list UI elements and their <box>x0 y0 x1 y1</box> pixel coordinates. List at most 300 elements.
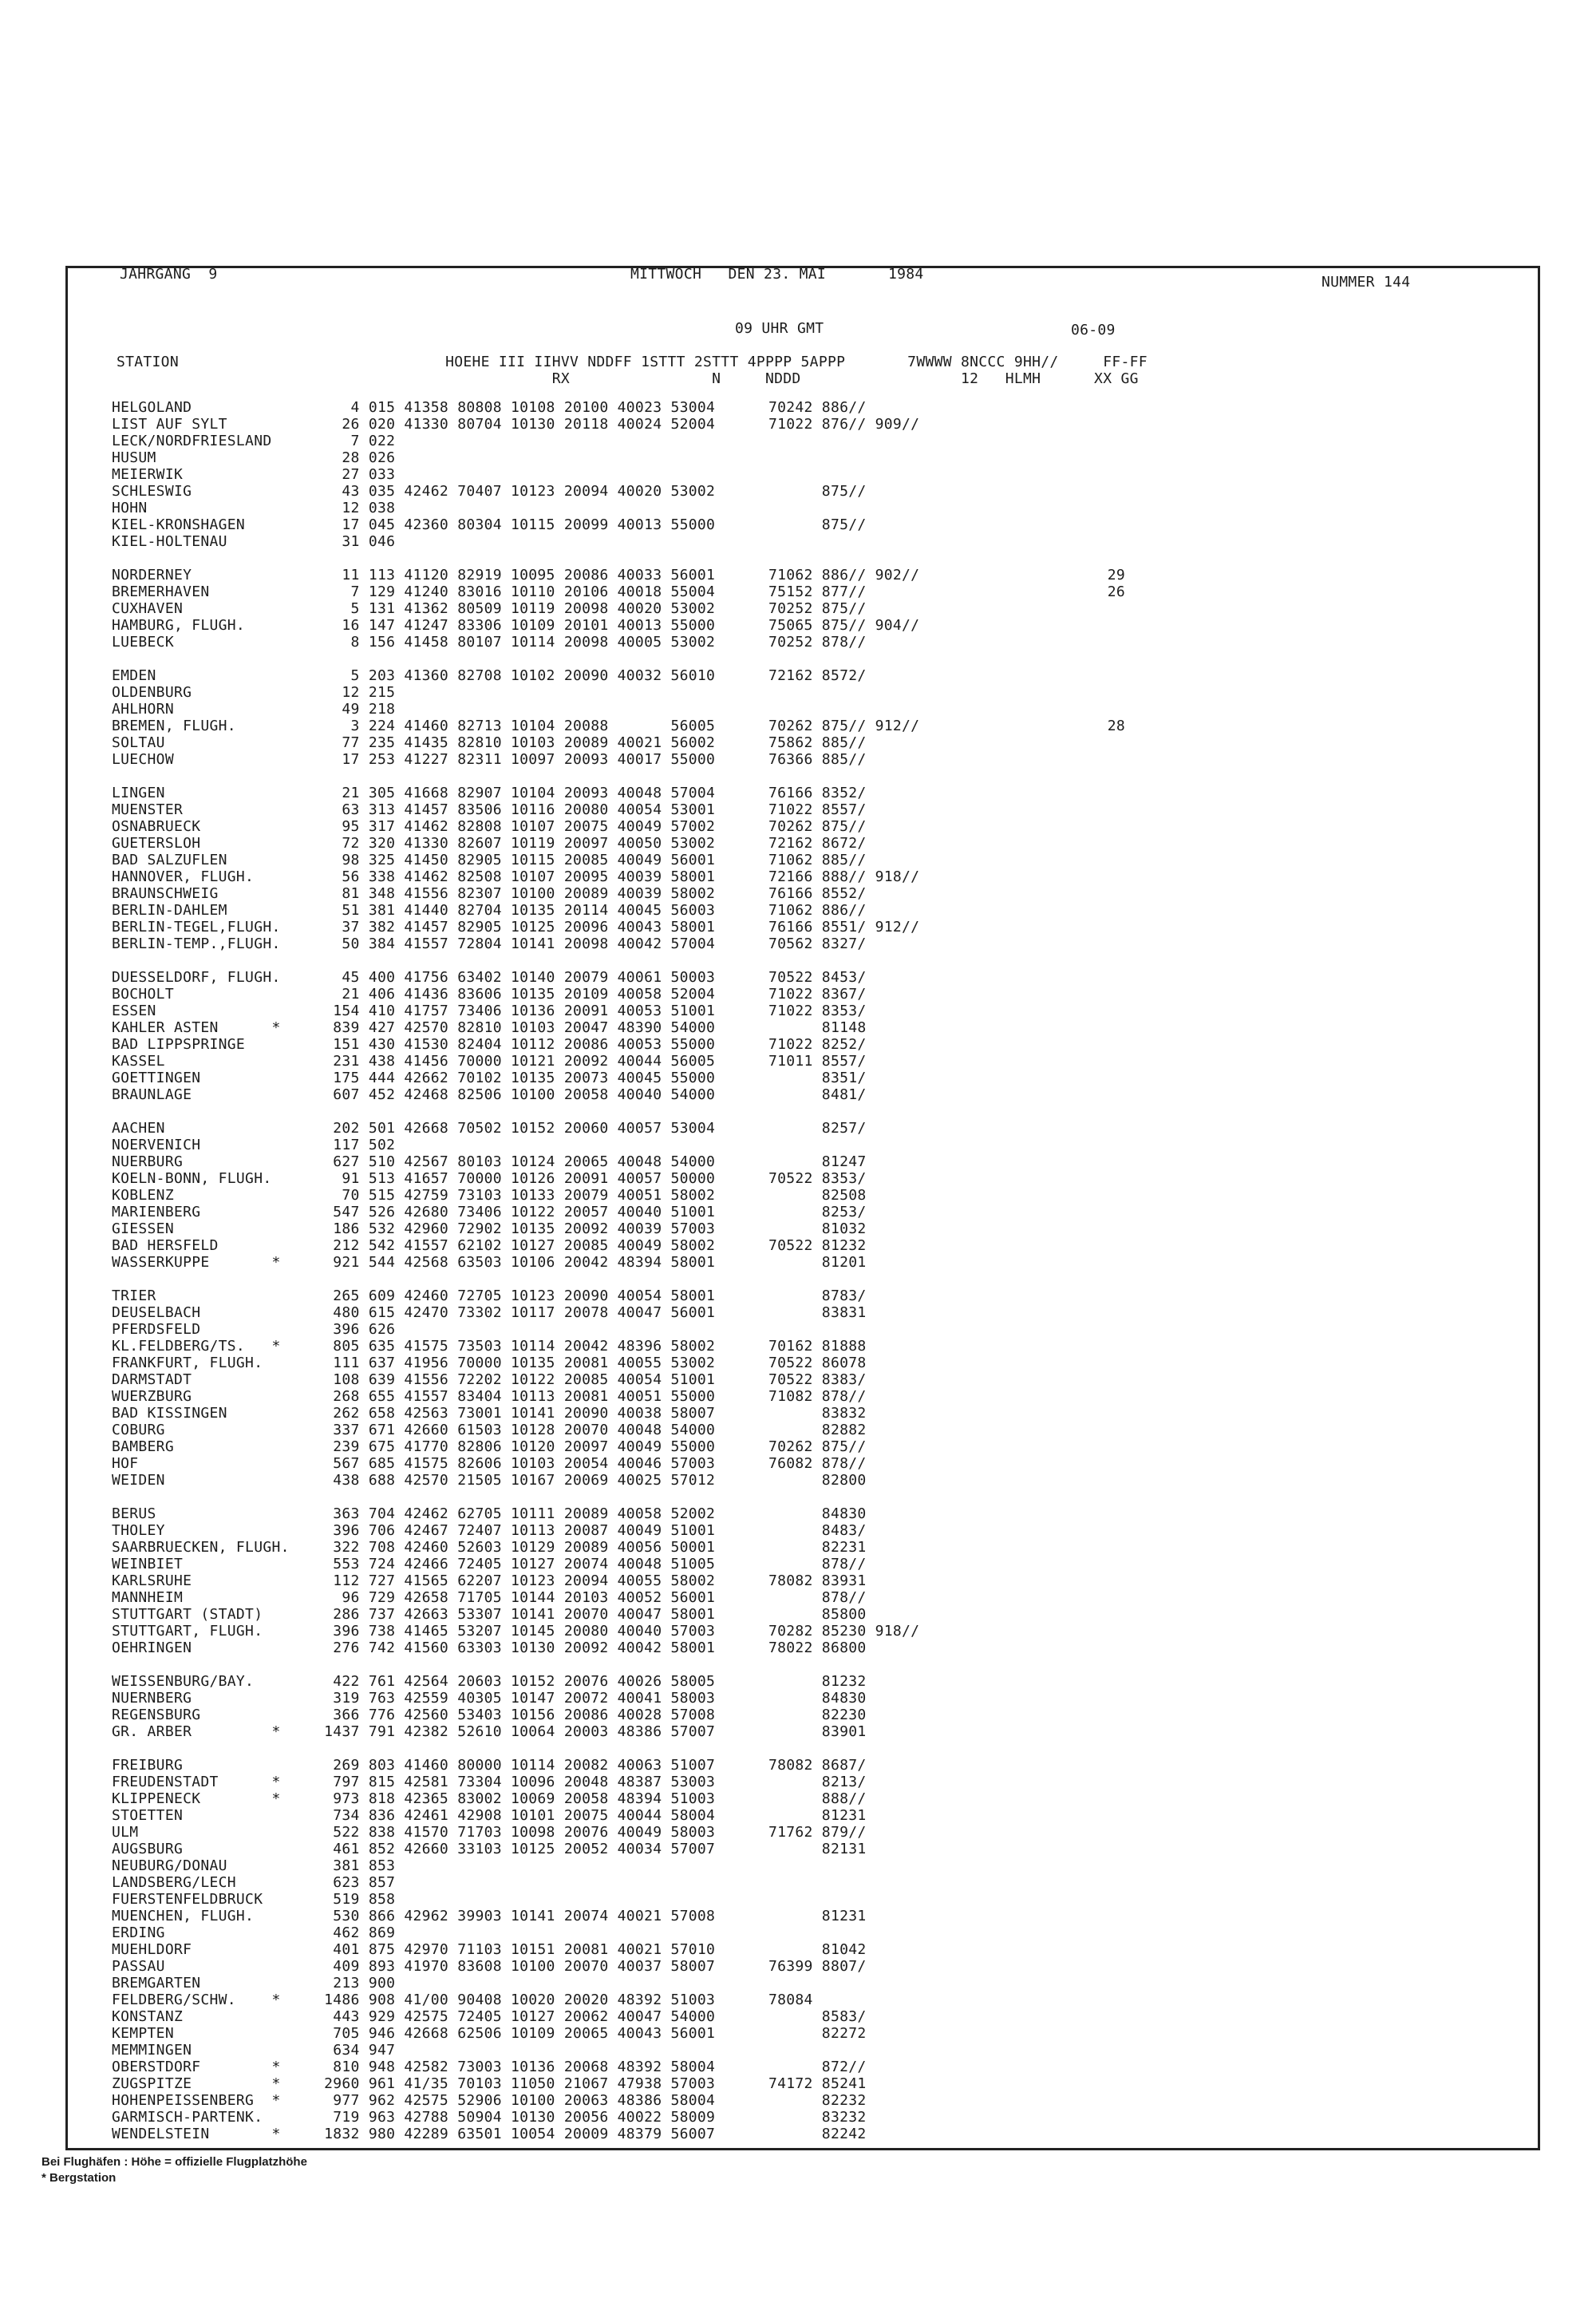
station-observation: 8 156 41458 80107 10114 20098 40005 53002 70252 878// <box>315 634 867 651</box>
station-name: KARLSRUHE <box>112 1572 192 1589</box>
station-name: MUENCHEN, FLUGH. <box>112 1908 255 1924</box>
station-observation: 49 218 <box>315 701 396 718</box>
station-observation: 26 020 41330 80704 10130 20118 40024 52004 71022 876// 909// <box>315 416 920 433</box>
station-observation: 363 704 42462 62705 10111 20089 40058 52002 84830 <box>315 1505 867 1522</box>
station-name: BRAUNSCHWEIG <box>112 885 219 902</box>
footnote-airports: Bei Flughäfen : Höhe = offizielle Flugplatzhöhe <box>41 2155 307 2169</box>
station-observation: 21 305 41668 82907 10104 20093 40048 57004 76166 8352/ <box>315 785 867 801</box>
station-observation: 11 113 41120 82919 10095 20086 40033 56001 71062 886// 902// <box>315 567 920 583</box>
station-name: KOBLENZ <box>112 1187 174 1204</box>
group-gap <box>0 952 1516 969</box>
station-name: DEUSELBACH <box>112 1304 201 1321</box>
table-row <box>0 1070 1516 1086</box>
table-row <box>0 533 1516 550</box>
station-observation: 213 900 <box>315 1975 396 1992</box>
station-name: HOHN <box>112 500 148 516</box>
group-gap <box>0 1656 1516 1673</box>
table-row <box>0 785 1516 801</box>
station-observation: 151 430 41530 82404 10112 20086 40053 55000 71022 8252/ <box>315 1036 867 1053</box>
station-name: BERLIN-TEGEL,FLUGH. <box>112 919 281 935</box>
station-observation: 51 381 41440 82704 10135 20114 40045 56003 71062 886// <box>315 902 867 919</box>
station-observation: 7 129 41240 83016 10110 20106 40018 55004 75152 877// <box>315 583 867 600</box>
table-row <box>0 1774 1516 1790</box>
station-observation: 1486 908 41/00 90408 10020 20020 48392 51003 78084 <box>315 1992 813 2008</box>
table-row <box>0 1472 1516 1489</box>
station-name: BAMBERG <box>112 1438 174 1455</box>
table-row <box>0 1606 1516 1623</box>
station-observation: 91 513 41657 70000 10126 20091 40057 50000 70522 8353/ <box>315 1170 867 1187</box>
wind-gust-value: 29 <box>1107 567 1125 583</box>
table-row <box>0 852 1516 868</box>
table-row <box>0 1572 1516 1589</box>
station-name: WEISSENBURG/BAY. <box>112 1673 255 1690</box>
table-row <box>0 1187 1516 1204</box>
station-observation: 262 658 42563 73001 10141 20090 40038 58007 83832 <box>315 1405 867 1422</box>
station-observation: 63 313 41457 83506 10116 20080 40054 53001 71022 8557/ <box>315 801 867 818</box>
station-name: FRANKFURT, FLUGH. <box>112 1355 263 1371</box>
table-row <box>0 1539 1516 1556</box>
station-name: BRAUNLAGE <box>112 1086 192 1103</box>
table-row <box>0 1036 1516 1053</box>
station-name: GOETTINGEN <box>112 1070 201 1086</box>
table-row <box>0 1757 1516 1774</box>
station-observation: 480 615 42470 73302 10117 20078 40047 56001 83831 <box>315 1304 867 1321</box>
station-observation: 286 737 42663 53307 10141 20070 40047 58001 85800 <box>315 1606 867 1623</box>
station-observation: 396 626 <box>315 1321 396 1338</box>
station-observation: 977 962 42575 52906 10100 20063 48386 58004 82232 <box>315 2092 867 2109</box>
jahrgang-label: JAHRGANG 9 <box>120 266 218 283</box>
wind-gust-value: 26 <box>1107 583 1125 600</box>
table-row <box>0 1254 1516 1271</box>
station-observation: 77 235 41435 82810 10103 20089 40021 56002 75862 885// <box>315 734 867 751</box>
table-row <box>0 567 1516 583</box>
table-row <box>0 1003 1516 1019</box>
station-name: BAD HERSFELD <box>112 1237 219 1254</box>
station-observation: 607 452 42468 82506 10100 20058 40040 54000 8481/ <box>315 1086 867 1103</box>
station-name: BAD KISSINGEN <box>112 1405 227 1422</box>
station-name: NUERNBERG <box>112 1690 192 1707</box>
table-row <box>0 1388 1516 1405</box>
table-row <box>0 583 1516 600</box>
table-row <box>0 885 1516 902</box>
station-observation: 839 427 42570 82810 10103 20047 48390 54000 81148 <box>315 1019 867 1036</box>
station-name: LIST AUF SYLT <box>112 416 227 433</box>
date-label: MITTWOCH DEN 23. MAI 1984 <box>630 266 924 283</box>
station-observation: 265 609 42460 72705 10123 20090 40054 58001 8783/ <box>315 1287 867 1304</box>
station-name: OBERSTDORF * <box>112 2059 281 2075</box>
station-observation: 530 866 42962 39903 10141 20074 40021 57008 81231 <box>315 1908 867 1924</box>
footnote-mountain-station: * Bergstation <box>41 2171 117 2185</box>
table-row <box>0 701 1516 718</box>
station-name: HOHENPEISSENBERG * <box>112 2092 281 2109</box>
station-name: BAD SALZUFLEN <box>112 852 227 868</box>
station-name: WASSERKUPPE * <box>112 1254 281 1271</box>
station-observation: 634 947 <box>315 2042 396 2059</box>
station-name: HELGOLAND <box>112 399 192 416</box>
station-name: NOERVENICH <box>112 1137 201 1153</box>
station-observation: 396 706 42467 72407 10113 20087 40049 51001 8483/ <box>315 1522 867 1539</box>
table-row <box>0 1941 1516 1958</box>
station-observation: 95 317 41462 82808 10107 20075 40049 57002 70262 875// <box>315 818 867 835</box>
station-name: PASSAU <box>112 1958 165 1975</box>
table-row <box>0 1321 1516 1338</box>
table-row <box>0 617 1516 634</box>
station-name: BERUS <box>112 1505 156 1522</box>
station-observation: 973 818 42365 83002 10069 20058 48394 51003 888// <box>315 1790 867 1807</box>
table-row <box>0 1438 1516 1455</box>
table-row <box>0 1019 1516 1036</box>
station-name: FUERSTENFELDBRUCK <box>112 1891 263 1908</box>
station-name: GARMISCH-PARTENK. <box>112 2109 263 2126</box>
station-name: KL.FELDBERG/TS. * <box>112 1338 281 1355</box>
station-observation: 921 544 42568 63503 10106 20042 48394 58001 81201 <box>315 1254 867 1271</box>
station-name: NEUBURG/DONAU <box>112 1857 227 1874</box>
table-row <box>0 818 1516 835</box>
table-row <box>0 1790 1516 1807</box>
station-name: HANNOVER, FLUGH. <box>112 868 255 885</box>
group-gap <box>0 1740 1516 1757</box>
table-row <box>0 1455 1516 1472</box>
station-observation: 438 688 42570 21505 10167 20069 40025 57012 82800 <box>315 1472 867 1489</box>
station-name: NUERBURG <box>112 1153 184 1170</box>
table-row <box>0 1908 1516 1924</box>
table-row <box>0 1857 1516 1874</box>
station-observation: 7 022 <box>315 433 396 449</box>
station-observation: 810 948 42582 73003 10136 20068 48392 58004 872// <box>315 2059 867 2075</box>
table-row <box>0 2042 1516 2059</box>
wind-gust-value: 28 <box>1107 718 1125 734</box>
station-name: ULM <box>112 1824 139 1841</box>
station-observation: 28 026 <box>315 449 396 466</box>
station-name: LANDSBERG/LECH <box>112 1874 236 1891</box>
table-row <box>0 667 1516 684</box>
station-name: MUENSTER <box>112 801 184 818</box>
station-name: DARMSTADT <box>112 1371 192 1388</box>
table-row <box>0 2025 1516 2042</box>
station-name: KOELN-BONN, FLUGH. <box>112 1170 272 1187</box>
table-row <box>0 1338 1516 1355</box>
station-observation: 72 320 41330 82607 10119 20097 40050 53002 72162 8672/ <box>315 835 867 852</box>
table-row <box>0 1924 1516 1941</box>
station-observation: 50 384 41557 72804 10141 20098 40042 57004 70562 8327/ <box>315 935 867 952</box>
station-observation: 27 033 <box>315 466 396 483</box>
station-observation: 81 348 41556 82307 10100 20089 40039 58002 76166 8552/ <box>315 885 867 902</box>
station-table <box>0 399 1516 2142</box>
station-observation: 175 444 42662 70102 10135 20073 40045 55000 8351/ <box>315 1070 867 1086</box>
station-observation: 17 253 41227 82311 10097 20093 40017 55000 76366 885// <box>315 751 867 768</box>
station-name: ZUGSPITZE * <box>112 2075 281 2092</box>
station-observation: 43 035 42462 70407 10123 20094 40020 53002 875// <box>315 483 867 500</box>
station-observation: 547 526 42680 73406 10122 20057 40040 51001 8253/ <box>315 1204 867 1220</box>
table-row <box>0 1975 1516 1992</box>
table-row <box>0 1422 1516 1438</box>
station-observation: 5 131 41362 80509 10119 20098 40020 53002 70252 875// <box>315 600 867 617</box>
group-gap <box>0 1271 1516 1287</box>
table-row <box>0 868 1516 885</box>
station-name: NORDERNEY <box>112 567 192 583</box>
station-observation: 623 857 <box>315 1874 396 1891</box>
station-name: THOLEY <box>112 1522 165 1539</box>
station-observation: 45 400 41756 63402 10140 20079 40061 50003 70522 8453/ <box>315 969 867 986</box>
table-row <box>0 935 1516 952</box>
station-observation: 443 929 42575 72405 10127 20062 40047 54000 8583/ <box>315 2008 867 2025</box>
station-observation: 719 963 42788 50904 10130 20056 40022 58009 83232 <box>315 2109 867 2126</box>
station-observation: 396 738 41465 53207 10145 20080 40040 57003 70282 85230 918// <box>315 1623 920 1640</box>
group-gap <box>0 1489 1516 1505</box>
station-name: MARIENBERG <box>112 1204 201 1220</box>
station-observation: 98 325 41450 82905 10115 20085 40049 56001 71062 885// <box>315 852 867 868</box>
station-name: OSNABRUECK <box>112 818 201 835</box>
table-row <box>0 449 1516 466</box>
station-observation: 269 803 41460 80000 10114 20082 40063 51007 78082 8687/ <box>315 1757 867 1774</box>
station-observation: 21 406 41436 83606 10135 20109 40058 52004 71022 8367/ <box>315 986 867 1003</box>
station-name: CUXHAVEN <box>112 600 184 617</box>
station-observation: 111 637 41956 70000 10135 20081 40055 53002 70522 86078 <box>315 1355 867 1371</box>
table-row <box>0 1153 1516 1170</box>
table-row <box>0 634 1516 651</box>
station-name: AACHEN <box>112 1120 165 1137</box>
station-name: BREMGARTEN <box>112 1975 201 1992</box>
station-name: STUTTGART (STADT) <box>112 1606 263 1623</box>
station-name: MEMMINGEN <box>112 2042 192 2059</box>
table-row <box>0 902 1516 919</box>
station-name: KASSEL <box>112 1053 165 1070</box>
group-gap <box>0 768 1516 785</box>
table-row <box>0 734 1516 751</box>
station-name: GUETERSLOH <box>112 835 201 852</box>
table-row <box>0 1053 1516 1070</box>
station-observation: 96 729 42658 71705 10144 20103 40052 56001 878// <box>315 1589 867 1606</box>
table-row <box>0 1640 1516 1656</box>
station-name: BREMEN, FLUGH. <box>112 718 236 734</box>
station-name: HAMBURG, FLUGH. <box>112 617 246 634</box>
table-row <box>0 2109 1516 2126</box>
station-observation: 4 015 41358 80808 10108 20100 40023 53004 70242 886// <box>315 399 867 416</box>
station-observation: 186 532 42960 72902 10135 20092 40039 57003 81032 <box>315 1220 867 1237</box>
station-observation: 16 147 41247 83306 10109 20101 40013 55000 75065 875// 904// <box>315 617 920 634</box>
table-row <box>0 2008 1516 2025</box>
table-row <box>0 433 1516 449</box>
table-row <box>0 1304 1516 1321</box>
station-observation: 112 727 41565 62207 10123 20094 40055 58002 78082 83931 <box>315 1572 867 1589</box>
table-row <box>0 1405 1516 1422</box>
table-row <box>0 1824 1516 1841</box>
station-observation: 553 724 42466 72405 10127 20074 40048 51005 878// <box>315 1556 867 1572</box>
time-range: 06-09 <box>1071 322 1116 338</box>
station-observation: 17 045 42360 80304 10115 20099 40013 55000 875// <box>315 516 867 533</box>
station-name: FELDBERG/SCHW. * <box>112 1992 281 2008</box>
station-name: BREMERHAVEN <box>112 583 210 600</box>
table-row <box>0 600 1516 617</box>
table-row <box>0 1371 1516 1388</box>
station-observation: 734 836 42461 42908 10101 20075 40044 58004 81231 <box>315 1807 867 1824</box>
station-observation: 212 542 41557 62102 10127 20085 40049 58002 70522 81232 <box>315 1237 867 1254</box>
station-observation: 322 708 42460 52603 10129 20089 40056 50001 82231 <box>315 1539 867 1556</box>
station-name: STUTTGART, FLUGH. <box>112 1623 263 1640</box>
issue-number: NUMMER 144 <box>1321 274 1411 291</box>
station-name: KEMPTEN <box>112 2025 174 2042</box>
station-observation: 154 410 41757 73406 10136 20091 40053 51001 71022 8353/ <box>315 1003 867 1019</box>
station-observation: 12 038 <box>315 500 396 516</box>
table-row <box>0 1891 1516 1908</box>
station-observation: 319 763 42559 40305 10147 20072 40041 58003 84830 <box>315 1690 867 1707</box>
station-name: MANNHEIM <box>112 1589 184 1606</box>
station-observation: 705 946 42668 62506 10109 20065 40043 56001 82272 <box>315 2025 867 2042</box>
station-observation: 797 815 42581 73304 10096 20048 48387 53003 8213/ <box>315 1774 867 1790</box>
table-row <box>0 1556 1516 1572</box>
station-observation: 422 761 42564 20603 10152 20076 40026 58005 81232 <box>315 1673 867 1690</box>
station-observation: 461 852 42660 33103 10125 20052 40034 57007 82131 <box>315 1841 867 1857</box>
table-row <box>0 1522 1516 1539</box>
station-observation: 627 510 42567 80103 10124 20065 40048 54000 81247 <box>315 1153 867 1170</box>
station-observation: 37 382 41457 82905 10125 20096 40043 58001 76166 8551/ 912// <box>315 919 920 935</box>
station-observation: 239 675 41770 82806 10120 20097 40049 55000 70262 875// <box>315 1438 867 1455</box>
station-name: PFERDSFELD <box>112 1321 201 1338</box>
station-observation: 522 838 41570 71703 10098 20076 40049 58003 71762 879// <box>315 1824 867 1841</box>
station-name: HOF <box>112 1455 139 1472</box>
station-name: OEHRINGEN <box>112 1640 192 1656</box>
table-row <box>0 1623 1516 1640</box>
station-name: KAHLER ASTEN * <box>112 1019 281 1036</box>
table-row <box>0 1992 1516 2008</box>
group-gap <box>0 550 1516 567</box>
table-row <box>0 1841 1516 1857</box>
station-name: KIEL-HOLTENAU <box>112 533 227 550</box>
station-name: TRIER <box>112 1287 156 1304</box>
group-gap <box>0 651 1516 667</box>
station-observation: 1437 791 42382 52610 10064 20003 48386 57007 83901 <box>315 1723 867 1740</box>
station-observation: 366 776 42560 53403 10156 20086 40028 57008 82230 <box>315 1707 867 1723</box>
table-row <box>0 718 1516 734</box>
station-name: AUGSBURG <box>112 1841 184 1857</box>
table-row <box>0 1589 1516 1606</box>
station-observation: 56 338 41462 82508 10107 20095 40039 58001 72166 888// 918// <box>315 868 920 885</box>
station-name: GIESSEN <box>112 1220 174 1237</box>
column-header-line-1: STATION HOEHE III IIHVV NDDFF 1STTT 2STTT 4PPPP 5APPP 7WWWW 8NCCC 9HH// FF-FF <box>117 354 1148 370</box>
table-row <box>0 1707 1516 1723</box>
table-row <box>0 919 1516 935</box>
station-name: ESSEN <box>112 1003 156 1019</box>
station-observation: 117 502 <box>315 1137 396 1153</box>
station-name: LECK/NORDFRIESLAND <box>112 433 272 449</box>
table-row <box>0 1505 1516 1522</box>
station-observation: 5 203 41360 82708 10102 20090 40032 56010 72162 8572/ <box>315 667 867 684</box>
station-name: ERDING <box>112 1924 165 1941</box>
station-observation: 231 438 41456 70000 10121 20092 40044 56005 71011 8557/ <box>315 1053 867 1070</box>
station-name: BERLIN-DAHLEM <box>112 902 227 919</box>
table-row <box>0 1237 1516 1254</box>
table-row <box>0 1958 1516 1975</box>
station-observation: 3 224 41460 82713 10104 20088 56005 70262 875// 912// <box>315 718 920 734</box>
table-row <box>0 416 1516 433</box>
station-name: OLDENBURG <box>112 684 192 701</box>
station-name: EMDEN <box>112 667 156 684</box>
table-row <box>0 1723 1516 1740</box>
station-name: STOETTEN <box>112 1807 184 1824</box>
station-name: KONSTANZ <box>112 2008 184 2025</box>
station-observation: 805 635 41575 73503 10114 20042 48396 58002 70162 81888 <box>315 1338 867 1355</box>
table-row <box>0 500 1516 516</box>
table-row <box>0 1137 1516 1153</box>
station-observation: 202 501 42668 70502 10152 20060 40057 53004 8257/ <box>315 1120 867 1137</box>
column-header-line-2: RX N NDDD 12 HLMH XX GG <box>117 370 1139 387</box>
station-observation: 70 515 42759 73103 10133 20079 40051 58002 82508 <box>315 1187 867 1204</box>
table-row <box>0 986 1516 1003</box>
station-name: SAARBRUECKEN, FLUGH. <box>112 1539 290 1556</box>
table-row <box>0 1204 1516 1220</box>
table-row <box>0 1874 1516 1891</box>
station-name: WENDELSTEIN * <box>112 2126 281 2142</box>
station-name: LUECHOW <box>112 751 174 768</box>
table-row <box>0 1690 1516 1707</box>
station-observation: 31 046 <box>315 533 396 550</box>
station-observation: 381 853 <box>315 1857 396 1874</box>
table-row <box>0 1086 1516 1103</box>
station-name: FREIBURG <box>112 1757 184 1774</box>
table-row <box>0 483 1516 500</box>
station-name: FREUDENSTADT * <box>112 1774 281 1790</box>
station-name: WEINBIET <box>112 1556 184 1572</box>
station-observation: 337 671 42660 61503 10128 20070 40048 54000 82882 <box>315 1422 867 1438</box>
station-name: WEIDEN <box>112 1472 165 1489</box>
table-row <box>0 1170 1516 1187</box>
table-row <box>0 1807 1516 1824</box>
station-name: LINGEN <box>112 785 165 801</box>
table-row <box>0 835 1516 852</box>
table-row <box>0 2075 1516 2092</box>
station-observation: 567 685 41575 82606 10103 20054 40046 57003 76082 878// <box>315 1455 867 1472</box>
station-name: BAD LIPPSPRINGE <box>112 1036 246 1053</box>
station-name: HUSUM <box>112 449 156 466</box>
table-row <box>0 399 1516 416</box>
station-name: KIEL-KRONSHAGEN <box>112 516 246 533</box>
table-row <box>0 516 1516 533</box>
table-row <box>0 751 1516 768</box>
station-name: DUESSELDORF, FLUGH. <box>112 969 281 986</box>
table-row <box>0 1673 1516 1690</box>
station-observation: 12 215 <box>315 684 396 701</box>
table-row <box>0 466 1516 483</box>
group-gap <box>0 1103 1516 1120</box>
station-name: BERLIN-TEMP.,FLUGH. <box>112 935 281 952</box>
station-name: MEIERWIK <box>112 466 184 483</box>
table-row <box>0 1120 1516 1137</box>
station-observation: 108 639 41556 72202 10122 20085 40054 51001 70522 8383/ <box>315 1371 867 1388</box>
station-name: KLIPPENECK * <box>112 1790 281 1807</box>
station-name: BOCHOLT <box>112 986 174 1003</box>
station-name: WUERZBURG <box>112 1388 192 1405</box>
station-name: AHLHORN <box>112 701 174 718</box>
table-row <box>0 801 1516 818</box>
table-row <box>0 2092 1516 2109</box>
table-row <box>0 1355 1516 1371</box>
station-observation: 2960 961 41/35 70103 11050 21067 47938 57003 74172 85241 <box>315 2075 867 2092</box>
table-row <box>0 2059 1516 2075</box>
station-name: SCHLESWIG <box>112 483 192 500</box>
station-name: MUEHLDORF <box>112 1941 192 1958</box>
station-name: LUEBECK <box>112 634 174 651</box>
table-row <box>0 1220 1516 1237</box>
station-observation: 409 893 41970 83608 10100 20070 40037 58007 76399 8807/ <box>315 1958 867 1975</box>
station-observation: 276 742 41560 63303 10130 20092 40042 58001 78022 86800 <box>315 1640 867 1656</box>
table-row <box>0 969 1516 986</box>
station-observation: 519 858 <box>315 1891 396 1908</box>
table-row <box>0 1287 1516 1304</box>
table-row <box>0 2126 1516 2142</box>
station-observation: 268 655 41557 83404 10113 20081 40051 55000 71082 878// <box>315 1388 867 1405</box>
station-name: REGENSBURG <box>112 1707 201 1723</box>
station-name: SOLTAU <box>112 734 165 751</box>
